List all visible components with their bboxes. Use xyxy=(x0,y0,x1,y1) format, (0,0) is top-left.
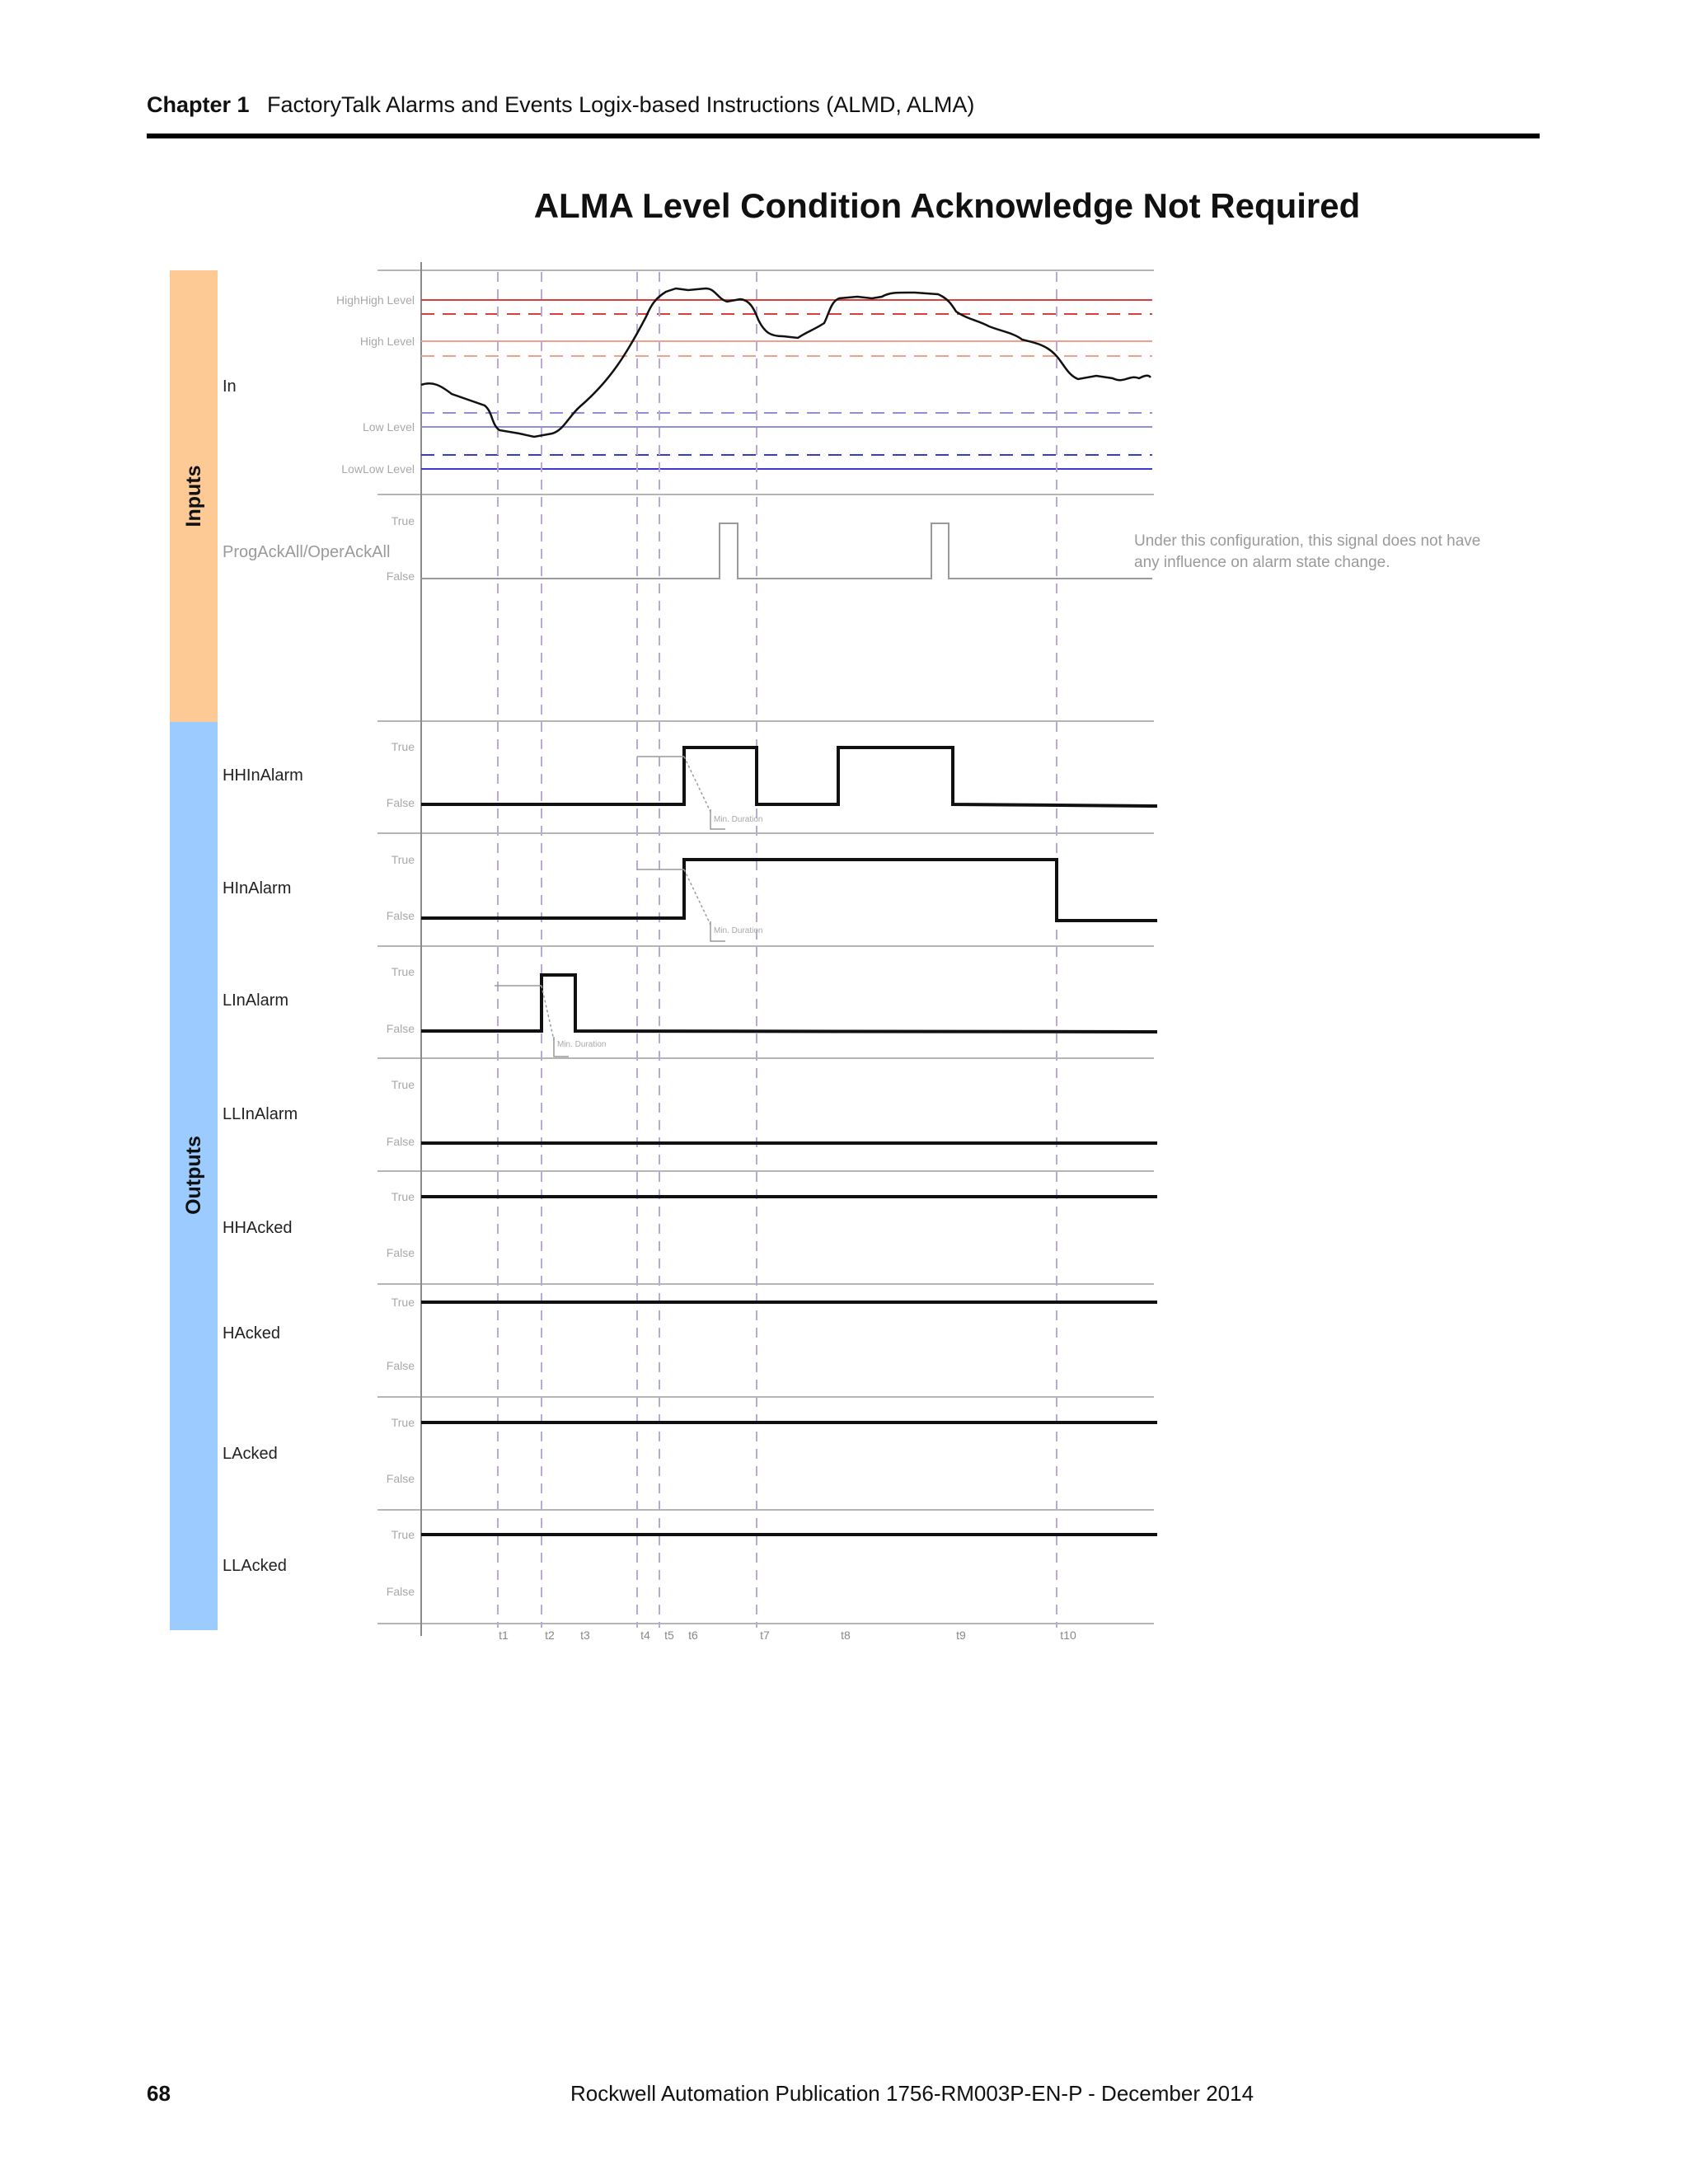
hhacked-false-label: False xyxy=(386,1246,415,1259)
hacked-true-label: True xyxy=(391,1296,415,1309)
linalarm-true-label: True xyxy=(391,965,415,978)
min-duration-annotations xyxy=(495,757,725,1057)
inputs-label: Inputs xyxy=(182,465,205,527)
in-signal-trace xyxy=(421,288,1151,437)
publication-info: Rockwell Automation Publication 1756-RM003P-EN-P - December 2014 xyxy=(570,2081,1254,2106)
hinalarm-min-duration: Min. Duration xyxy=(714,926,763,935)
ackall-trace xyxy=(421,523,1152,579)
t8-label: t8 xyxy=(841,1629,851,1642)
outputs-label: Outputs xyxy=(182,1136,205,1215)
figure-title: ALMA Level Condition Acknowledge Not Required xyxy=(533,186,1361,225)
hacked-false-label: False xyxy=(386,1359,415,1372)
chapter-label: Chapter 1 xyxy=(147,92,250,117)
llinalarm-label: LLInAlarm xyxy=(223,1105,298,1123)
hhinalarm-true-label: True xyxy=(391,740,415,753)
llacked-false-label: False xyxy=(386,1585,415,1598)
t10-label: t10 xyxy=(1060,1629,1076,1642)
t1-label: t1 xyxy=(499,1629,509,1642)
hinalarm-label: HInAlarm xyxy=(223,879,292,898)
hhinalarm-trace xyxy=(421,748,1157,806)
linalarm-false-label: False xyxy=(386,1022,415,1035)
time-tick-labels xyxy=(499,1629,1076,1642)
ackall-true-label: True xyxy=(391,514,415,527)
llinalarm-true-label: True xyxy=(391,1078,415,1091)
llinalarm-false-label: False xyxy=(386,1135,415,1148)
level-lines xyxy=(421,300,1152,469)
t3-label: t3 xyxy=(580,1629,590,1642)
high-level-label: High Level xyxy=(359,335,415,348)
linalarm-label: LInAlarm xyxy=(223,991,289,1010)
highhigh-level-label: HighHigh Level xyxy=(336,293,415,307)
t9-label: t9 xyxy=(956,1629,966,1642)
in-label: In xyxy=(223,377,237,396)
note-line-2: any influence on alarm state change. xyxy=(1134,554,1390,571)
linalarm-trace xyxy=(421,975,1157,1032)
note-line-1: Under this configuration, this signal does not have xyxy=(1134,532,1481,550)
t4-label: t4 xyxy=(640,1629,650,1642)
t5-label: t5 xyxy=(664,1629,674,1642)
hhacked-true-label: True xyxy=(391,1190,415,1203)
llacked-label: LLAcked xyxy=(223,1557,287,1575)
hhinalarm-label: HHInAlarm xyxy=(223,766,303,785)
row-separators xyxy=(377,270,1154,1624)
hacked-label: HAcked xyxy=(223,1324,281,1343)
output-traces xyxy=(421,748,1157,1535)
hinalarm-trace xyxy=(421,860,1157,921)
ackall-label: ProgAckAll/OperAckAll xyxy=(223,543,391,561)
hhinalarm-false-label: False xyxy=(386,796,415,809)
output-state-labels xyxy=(387,740,415,1598)
hhacked-label: HHAcked xyxy=(223,1219,293,1237)
hhinalarm-min-duration: Min. Duration xyxy=(714,815,763,824)
hinalarm-true-label: True xyxy=(391,853,415,866)
t7-label: t7 xyxy=(760,1629,770,1642)
linalarm-min-duration: Min. Duration xyxy=(557,1040,607,1049)
low-level-label: Low Level xyxy=(362,420,415,434)
lowlow-level-label: LowLow Level xyxy=(341,462,415,476)
llacked-true-label: True xyxy=(391,1528,415,1541)
output-signal-names xyxy=(223,766,303,1575)
hinalarm-false-label: False xyxy=(386,909,415,922)
chapter-title: FactoryTalk Alarms and Events Logix-based Instructions (ALMD, ALMA) xyxy=(267,92,975,117)
lacked-false-label: False xyxy=(386,1472,415,1485)
lacked-label: LAcked xyxy=(223,1445,278,1463)
lacked-true-label: True xyxy=(391,1416,415,1429)
ackall-false-label: False xyxy=(386,569,415,583)
time-marker-lines xyxy=(498,272,1057,1628)
page-number: 68 xyxy=(147,2081,171,2106)
t2-label: t2 xyxy=(545,1629,555,1642)
t6-label: t6 xyxy=(688,1629,698,1642)
